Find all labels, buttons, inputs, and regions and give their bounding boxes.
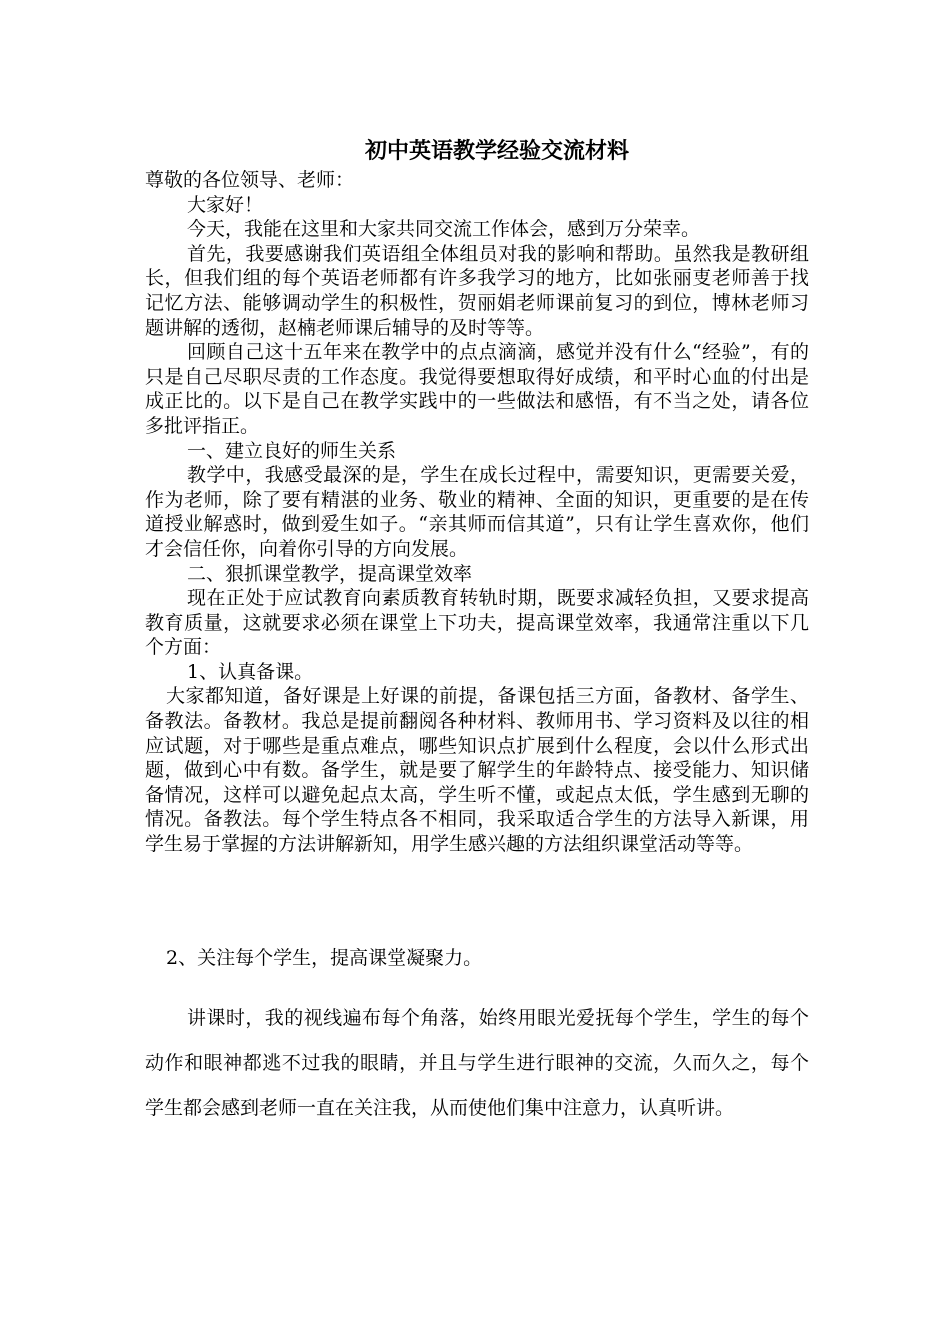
section2-text: 现在正处于应试教育向素质教育转轨时期，既要求减轻负担，又要求提高教育质量，这就要求必须在课堂上下功夫，提高课堂效率，我通常注重以下几个方面：	[145, 587, 809, 659]
item1-text: 大家都知道，备好课是上好课的前提，备课包括三方面，备教材、备学生、备教法。备教材。我总是提前翻阅各种材料、教师用书、学习资料及以往的相应试题，对于哪些是重点难点，哪些知识点扩展到什么程度，会以什么形式出题，做到心中有数。备学生，就是要了解学生的年龄特点、接受能力、知识储备情况，这样可以避免起点太高，学生听不懂，或起点太低，学生感到无聊的情况。备教法。每个学生特点各不相同，我采取适合学生的方法导入新课，用学生易于掌握的方法讲解新知，用学生感兴趣的方法组织课堂活动等等。	[145, 685, 809, 856]
greeting: 大家好！	[187, 193, 264, 216]
paragraph-thanks: 首先，我要感谢我们英语组全体组员对我的影响和帮助。虽然我是教研组长，但我们组的每个英语老师都有许多我学习的地方，比如张丽叓老师善于找记忆方法、能够调动学生的积极性，贺丽娟老师课前复习的到位，博林老师习题讲解的透彻，赵楠老师课后辅导的及时等等。	[145, 242, 809, 339]
item1-heading: 1、认真备课。	[187, 660, 314, 683]
section1-heading: 一、建立良好的师生关系	[187, 439, 397, 462]
section2-heading: 二、狠抓课堂教学，提高课堂效率	[187, 562, 473, 585]
paragraph-review: 回顾自己这十五年来在教学中的点点滴滴，感觉并没有什么“经验”，有的只是自己尽职尽责的工作态度。我觉得要想取得好成绩，和平时心血的付出是成正比的。以下是自己在教学实践中的一些做法和感悟，有不当之处，请各位多批评指正。	[145, 341, 809, 437]
item2-text: 讲课时，我的视线遍布每个角落，始终用眼光爱抚每个学生，学生的每个动作和眼神都逃不过我的眼睛，并且与学生进行眼神的交流，久而久之，每个学生都会感到老师一直在关注我，从而使他们集中注意力，认真听讲。	[145, 1007, 809, 1119]
section1-text: 教学中，我感受最深的是，学生在成长过程中，需要知识，更需要关爱，作为老师，除了要有精湛的业务、敬业的精神、全面的知识，更重要的是在传道授业解惑时，做到爱生如子。“亲其师而信其道”，只有让学生喜欢你，他们才会信任你，向着你引导的方向发展。	[145, 464, 809, 560]
item2-heading: 2、关注每个学生，提高课堂凝聚力。	[166, 947, 483, 969]
document-title: 初中英语教学经验交流材料	[364, 138, 629, 164]
salutation: 尊敬的各位领导、老师：	[145, 169, 355, 191]
paragraph-opening: 今天，我能在这里和大家共同交流工作体会，感到万分荣幸。	[187, 218, 701, 241]
document-body	[145, 136, 809, 857]
